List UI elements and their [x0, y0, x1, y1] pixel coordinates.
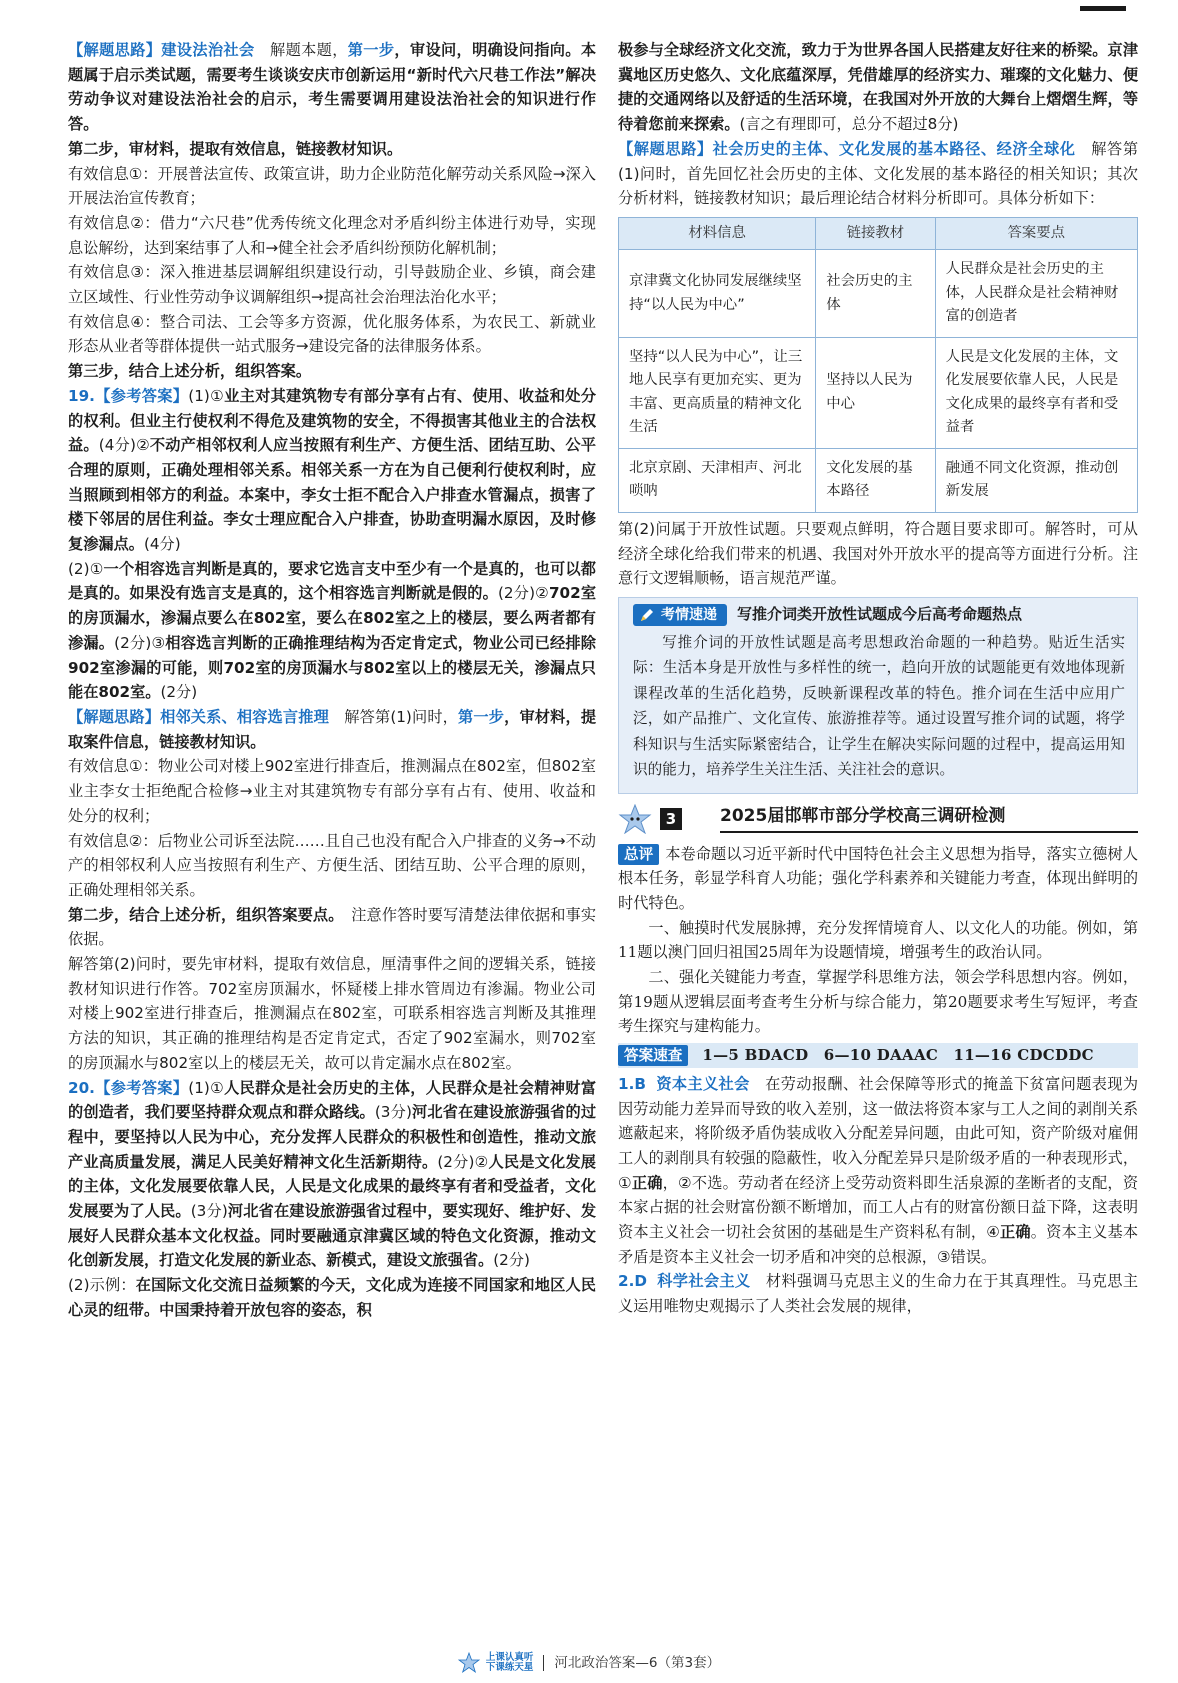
text: 解答第(1)问时，: [328, 707, 459, 726]
exam-trend-box: [618, 597, 1138, 794]
step-2: 第二步，审材料，提取有效信息，链接教材知识。: [68, 139, 403, 158]
score: (2分)②: [437, 1152, 489, 1171]
text: 。资本主义基本矛盾是资本主义社会一切矛盾和冲突的总根源，③错误。: [618, 1223, 1138, 1266]
answer-19: [68, 384, 596, 557]
answer-19-2: [68, 557, 596, 705]
table-cell: 人民是文化发展的主体，文化发展要依靠人民，人民是文化成果的最终享有者和受益者: [935, 337, 1137, 448]
text: (2)①: [68, 559, 104, 578]
slogan-line: 上课认真听: [485, 1652, 534, 1663]
score: (2分): [493, 1251, 530, 1270]
footer-slogan: [486, 1653, 534, 1673]
text: 702室的房顶漏水，渗漏点要么在802室，要么在802室之上的楼层，要么两者都有渗漏。: [68, 584, 596, 652]
score: (4分)②: [98, 436, 150, 455]
text: (1)①: [188, 1078, 225, 1097]
ref-answer-tag: 19.【参考答案】: [68, 386, 189, 405]
table-header: 链接教材: [816, 217, 935, 250]
text: 河北省在建设旅游强省的过程中，要坚持以人民为中心，充分发挥人民群众的积极性和创造性，推动文旅产业高质量发展，满足人民美好精神文化生活新期待。: [68, 1103, 596, 1171]
info-1: 有效信息①：开展普法宣传、政策宣讲，助力企业防范化解劳动关系风险→深入开展法治宣传教育；: [68, 164, 596, 208]
pen-icon: [639, 607, 655, 623]
text: 河北省在建设旅游强省过程中，要实现好、维护好、发展好人民群众基本文化权益。同时要融通京津冀区域的特色文化资源，推动文化创新发展，打造文化发展的新业态、新模式，建设文旅强省。: [68, 1202, 596, 1270]
answer-2: [618, 1269, 1138, 1318]
analysis-20-part2: 第(2)问属于开放性试题。只要观点鲜明，符合题目要求即可。解答时，可从经济全球化给我们带来的机遇、我国对外开放水平的提高等方面进行分析。注意行文逻辑顺畅，语言规范严谨。: [618, 519, 1138, 588]
answer-keyword: 科学社会主义: [657, 1272, 751, 1291]
text: ，审设问，明确设问指向。本题属于启示类试题，需要考生谈谈安庆市创新运用“新时代六尺巷工作法”解决劳动争议对建设法治社会的启示，考生需要调用建设法治社会的知识进行作答。: [68, 41, 596, 134]
text: 本卷命题以习近平新时代中国特色社会主义思想为指导，落实立德树人根本任务，彰显学科育人功能；强化学科素养和关键能力考查，体现出鲜明的时代特色。: [618, 844, 1138, 912]
info-4: 有效信息④：整合司法、工会等多方资源，优化服务体系，为农民工、新就业形态从业者等群体提供一站式服务→建设完备的法律服务体系。: [68, 312, 596, 356]
text: 业主对其建筑物专有部分享有占有、使用、收益和处分的权利。但业主行使权利不得危及建筑物的安全，不得损害其他业主的合法权益。: [68, 386, 596, 455]
table-cell: 坚持“以人民为中心”，让三地人民享有更加充实、更为丰富、更高质量的精神文化生活: [619, 337, 816, 448]
analysis-tag: 【解题思路】: [618, 139, 713, 158]
step-label: 第一步: [458, 707, 505, 726]
footer-divider: [543, 1655, 544, 1671]
answer-1: [618, 1072, 1138, 1270]
quick-answer-row: [618, 1043, 1138, 1068]
step-label: 第二步，结合上述分析，组织答案要点。: [68, 905, 336, 924]
analysis-19-part2: 解答第(2)问时，要先审材料，提取有效信息，厘清事件之间的逻辑关系，链接教材知识进行作答。702室房顶漏水，怀疑楼上排水管周边有渗漏。物业公司对楼上902室进行排查后，推测漏点在802室，可联系相容选言判断及其推理方法的知识，其正确的推理结构是否定肯定式，否定了902室漏水，则702室的房顶漏水与802室以上的楼层无关，故可以肯定漏水点在802室。: [68, 955, 596, 1072]
info-19-2: 有效信息②：后物业公司诉至法院……且自己也没有配合入户排查的义务→不动产的相邻权利人应当按照有利生产、方便生活、团结互助、公平合理的原则，正确处理相邻关系。: [68, 831, 596, 899]
left-column: [68, 38, 596, 1618]
overall-comment: [618, 842, 1138, 916]
text: ，审材料，提取案件信息，链接教材知识。: [68, 707, 596, 751]
analysis-tag: 【解题思路】: [68, 41, 162, 59]
overall-comment-badge: 总评: [618, 844, 659, 865]
text: 解答第(1)问时，首先回忆社会历史的主体、文化发展的基本路径的相关知识；其次分析材料，链接教材知识；最后理论结合材料分析即可。具体分析如下：: [618, 139, 1138, 208]
score-note: (言之有理即可，总分不超过8分): [739, 115, 959, 134]
text: 人民群众是社会历史的主体，人民群众是社会精神财富的创造者，我们要坚持群众观点和群众路线。: [68, 1078, 596, 1122]
info-19-1: 有效信息①：物业公司对楼上902室进行排查后，推测漏点在802室，但802室业主李女士拒绝配合检修→业主对其建筑物专有部分享有占有、使用、收益和处分的权利；: [68, 757, 596, 825]
table-cell: 融通不同文化资源，推动创新发展: [935, 448, 1137, 512]
text: ，②不选。劳动者在经济上受劳动资料即生活泉源的垄断者的支配，资本家占据的社会财富份额不断增加，而工人占有的财富份额日益下降，这表明资本主义社会一切社会贫困的基础是生产资料私有制，④: [618, 1173, 1138, 1242]
table-header: 材料信息: [619, 217, 816, 250]
table-cell: 文化发展的基本路径: [816, 448, 935, 512]
analysis-keyword: 社会历史的主体、文化发展的基本路径、经济全球化: [712, 139, 1076, 158]
section-number: 3: [660, 808, 682, 830]
text: 注意作答时要写清楚法律依据和事实依据。: [68, 905, 596, 949]
top-bar-mark: [1080, 6, 1126, 11]
section-title: 2025届邯郸市部分学校高三调研检测: [720, 804, 1138, 833]
table-row: [619, 250, 1138, 338]
ref-answer-tag: 20.【参考答案】: [68, 1078, 189, 1097]
step-label: 第一步: [347, 41, 395, 59]
info-3: 有效信息③：深入推进基层调解组织建设行动，引导鼓励企业、乡镇，商会建立区域性、行业性劳动争议调解组织→提高社会治理法治化水平；: [68, 263, 596, 307]
text: 人民是文化发展的主体，文化发展要依靠人民，人民是文化成果的最终享有者和受益者，文化发展要为了人民。: [68, 1152, 596, 1221]
table-header: 答案要点: [935, 217, 1137, 250]
mascot-logo-icon: [458, 1652, 480, 1674]
score: (2分): [160, 683, 198, 702]
table-row: [619, 337, 1138, 448]
analysis-keyword: 建设法治社会: [161, 41, 255, 59]
overall-point-1: 一、触摸时代发展脉搏，充分发挥情境育人、以文化人的功能。例如，第11题以澳门回归祖国25周年为设题情境，增强考生的政治认同。: [618, 918, 1138, 962]
exam-trend-badge: [633, 604, 727, 626]
exam-trend-header: [633, 602, 1125, 628]
star-mascot-icon: [618, 804, 652, 834]
slogan-line: 下课练天星: [485, 1662, 534, 1673]
text: 在国际文化交流日益频繁的今天，文化成为连接不同国家和地区人民心灵的纽带。中国秉持着开放包容的姿态，积: [68, 1276, 596, 1319]
text: 解题本题，: [254, 41, 348, 59]
text: 正确: [1000, 1223, 1031, 1242]
answer-number: 1.B: [618, 1074, 646, 1093]
answer-20-cont: [618, 38, 1138, 137]
page-footer: [0, 1651, 1178, 1675]
step-3: 第三步，结合上述分析，组织答案。: [68, 362, 311, 381]
exam-trend-label: 考情速递: [661, 606, 717, 623]
analysis-18: [68, 38, 596, 137]
text: 极参与全球经济文化交流，致力于为世界各国人民搭建友好往来的桥梁。京津冀地区历史悠久、文化底蕴深厚，凭借雄厚的经济实力、璀璨的文化魅力、便捷的交通网络以及舒适的生活环境，在我国对外开放的大舞台上熠熠生辉，等待着您前来探索。: [618, 41, 1138, 134]
table-cell: 坚持以人民为中心: [816, 337, 935, 448]
quick-answer-badge: 答案速查: [618, 1045, 688, 1066]
text: 正确: [631, 1173, 663, 1192]
score: (2分)③: [114, 633, 166, 652]
exam-trend-title: 写推介词类开放性试题成今后高考命题热点: [737, 605, 1023, 624]
text: 相容选言判断的正确推理结构为否定肯定式，物业公司已经排除902室渗漏的可能，则702室的房顶漏水与802室以上的楼层无关，渗漏点只能在802室。: [68, 633, 596, 702]
table-row: [619, 448, 1138, 512]
answer-keyword: 资本主义社会: [656, 1074, 750, 1093]
score: (2分)②: [497, 584, 549, 603]
text: 不动产相邻权利人应当按照有利生产、方便生活、团结互助、公平合理的原则，正确处理相邻关系。相邻关系一方在为自己便利行使权利时，应当照顾到相邻方的利益。本案中，李女士拒不配合入户排查水管漏点，损害了楼下邻居的居住利益。李女士理应配合入户排查，协助查明漏水原因，及时修复渗漏点。: [68, 436, 596, 554]
text: 在劳动报酬、社会保障等形式的掩盖下贫富问题表现为因劳动能力差异而导致的收入差别，这一做法将资本家与工人之间的剥削关系遮蔽起来，将阶级矛盾伪装成收入分配差异问题，由此可知，资产阶级对雇佣工人的剥削具有较强的隐蔽性，收入分配差异只是阶级矛盾的一种表现形式，①: [618, 1074, 1138, 1192]
table-cell: 京津冀文化协同发展继续坚持“以人民为中心”: [619, 250, 816, 338]
right-column: [618, 38, 1138, 1618]
analysis-20: [618, 137, 1138, 211]
text: (1)①: [188, 386, 225, 405]
table-header-row: [619, 217, 1138, 250]
exam-trend-body: 写推介词的开放性试题是高考思想政治命题的一种趋势。贴近生活实际：生活本身是开放性与多样性的统一，趋向开放的试题能更有效地体现新课程改革的生活化趋势，反映新课程改革的特色。推介词在生活中应用广泛，如产品推广、文化宣传、旅游推荐等。通过设置写推介词的试题，将学科知识与生活实际紧密结合，让学生在解决实际问题的过程中，提高运用知识的能力，培养学生关注生活、关注社会的意识。: [633, 633, 1125, 779]
analysis-table: [618, 217, 1138, 513]
score: (4分): [143, 535, 181, 554]
quick-answer-list: 1—5 BDACD 6—10 DAAAC 11—16 CDCDDC: [702, 1046, 1094, 1065]
table-cell: 北京京剧、天津相声、河北唢呐: [619, 448, 816, 512]
text: 一个相容选言判断是真的，要求它选言支中至少有一个是真的，也可以都是真的。如果没有选言支是真的，这个相容选言判断就是假的。: [68, 559, 596, 603]
answer-number: 2.D: [618, 1272, 647, 1291]
section-header: [618, 804, 1138, 834]
analysis-19: [68, 705, 596, 754]
score: (3分): [190, 1202, 228, 1221]
answer-20-2: [68, 1273, 596, 1322]
table-cell: 社会历史的主体: [816, 250, 935, 338]
analysis-tag: 【解题思路】: [68, 707, 161, 726]
step-19-2: [68, 903, 596, 952]
table-cell: 人民群众是社会历史的主体，人民群众是社会精神财富的创造者: [935, 250, 1137, 338]
text: 材料强调马克思主义的生命力在于其真理性。马克思主义运用唯物史观揭示了人类社会发展的规律，: [618, 1272, 1138, 1316]
overall-point-2: 二、强化关键能力考查，掌握学科思维方法，领会学科思想内容。例如，第19题从逻辑层面考查考生分析与综合能力，第20题要求考生写短评，考查考生探究与建构能力。: [618, 968, 1138, 1036]
info-2: 有效信息②：借力“六尺巷”优秀传统文化理念对矛盾纠纷主体进行劝导，实现息讼解纷，达到案结事了人和→健全社会矛盾纠纷预防化解机制；: [68, 213, 596, 257]
analysis-keyword: 相邻关系、相容选言推理: [160, 707, 329, 726]
text: (2)示例：: [68, 1276, 136, 1295]
footer-page-label: 河北政治答案—6（第3套）: [554, 1654, 721, 1671]
score: (3分): [374, 1103, 412, 1122]
answer-20: [68, 1076, 596, 1274]
